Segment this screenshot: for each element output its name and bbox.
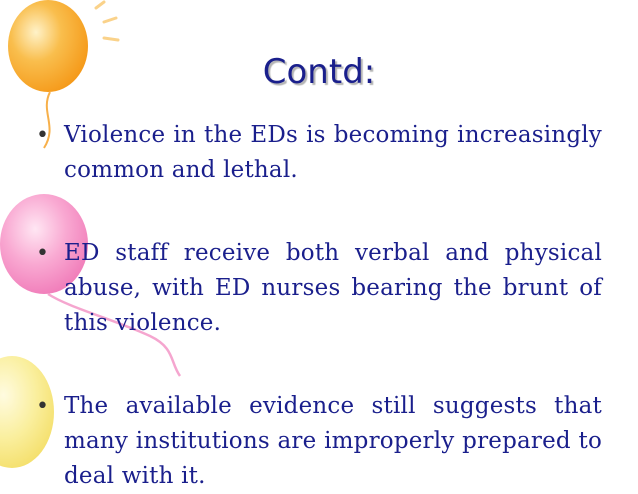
bullet-text: The available evidence still suggests that many institutions are improperly prepared to deal with it. [64, 393, 602, 489]
sparkle-rays [96, 2, 118, 40]
bullet-item [36, 236, 602, 341]
slide-title: Contd: [262, 52, 376, 92]
bullet-dot: • [36, 123, 50, 148]
bullet-item [36, 118, 602, 188]
bullet-item [36, 389, 602, 494]
bullet-dot: • [36, 241, 50, 266]
bullet-list [36, 118, 602, 494]
bullet-text: ED staff receive both verbal and physical abuse, with ED nurses bearing the brunt of this violence. [64, 240, 602, 336]
bullet-dot: • [36, 394, 50, 419]
bullet-text: Violence in the EDs is becoming increasingly common and lethal. [64, 122, 602, 183]
